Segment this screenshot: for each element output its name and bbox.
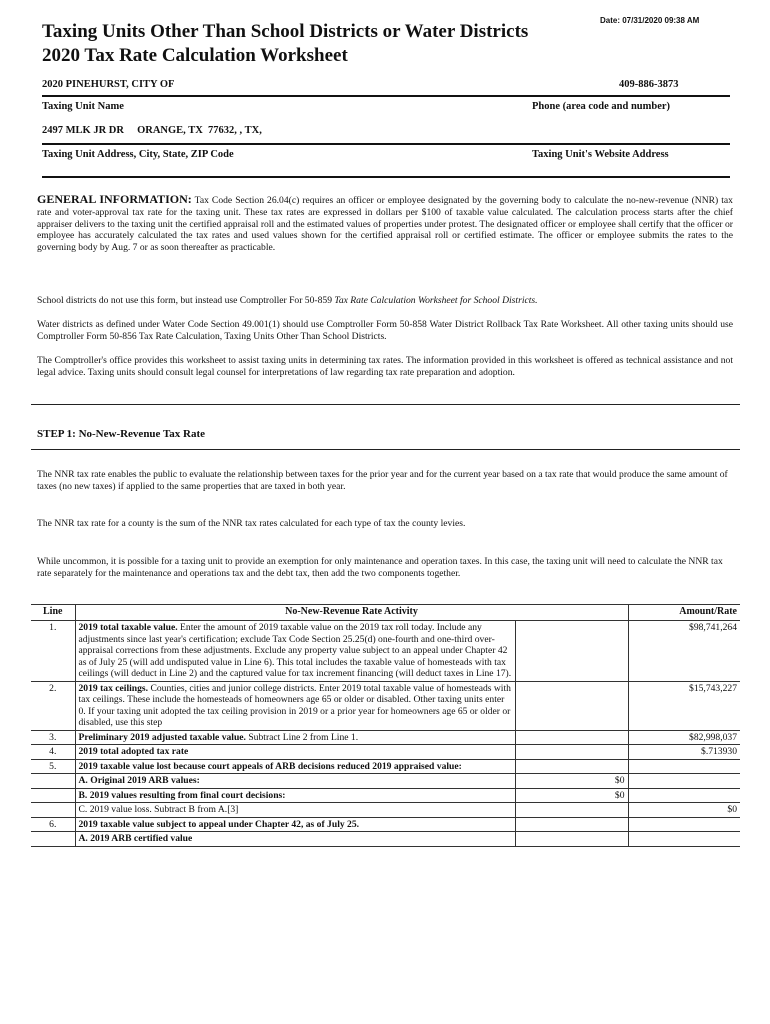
row-activity: [75, 759, 515, 774]
row-activity: [75, 817, 515, 832]
general-info-lead: GENERAL INFORMATION:: [37, 192, 192, 206]
address-label-row: [42, 149, 730, 166]
divider: [31, 404, 740, 405]
row-line-number: 1.: [31, 621, 75, 682]
table-row: [31, 681, 740, 730]
row-amount: [628, 759, 740, 774]
school-note-text: School districts do not use this form, but instead use Comptroller For 50-859: [37, 295, 335, 306]
row-activity: [75, 621, 515, 682]
title-line-1: Taxing Units Other Than School Districts or Water Districts: [42, 21, 529, 42]
row-line-number: [31, 774, 75, 789]
row-activity: [75, 730, 515, 745]
row-amount: [628, 788, 740, 803]
row-activity-title: A. Original 2019 ARB values:: [78, 775, 200, 786]
step1-paragraph-3: While uncommon, it is possible for a taxing unit to provide an exemption for only maintenance and operation taxes. In this case, the taxing unit will need to calculate the NNR tax rate separately for the maintenance and operations tax and the debt tax, then add the two components together.: [37, 556, 723, 579]
unit-name-row: [42, 79, 730, 96]
print-date: Date: 07/31/2020 09:38 AM: [600, 16, 700, 25]
row-amount: $.713930: [628, 745, 740, 760]
col-line-header: Line: [31, 605, 75, 621]
divider: [42, 176, 730, 178]
row-sub-amount: [515, 745, 628, 760]
row-activity-title: Preliminary 2019 adjusted taxable value.: [78, 731, 246, 743]
row-activity-text: C. 2019 value loss. Subtract B from A.[3]: [78, 804, 239, 815]
row-activity: [75, 803, 515, 818]
row-activity: [75, 832, 515, 847]
table-row: [31, 730, 740, 745]
general-info-paragraph: [37, 194, 733, 254]
table-header-row: [31, 605, 740, 621]
step1-paragraph-1: The NNR tax rate enables the public to evaluate the relationship between taxes for the prior year and for the current year based on a tax rate that would produce the same amount of taxes (no new taxes) if applied to the same properties that are taxed in both year.: [37, 469, 728, 492]
row-sub-amount: [515, 759, 628, 774]
row-activity-text: Subtract Line 2 from Line 1.: [245, 731, 359, 743]
divider: [31, 449, 740, 450]
step1-heading: STEP 1: No-New-Revenue Tax Rate: [37, 428, 206, 440]
title-line-2: 2020 Tax Rate Calculation Worksheet: [42, 45, 348, 66]
row-sub-amount: [515, 832, 628, 847]
row-activity-text: Enter the amount of 2019 taxable value on the 2019 tax roll today. Include any adjustments since last year's certification; exclude Tax Code Section 25.25(d) one-fourth and one-third over-appraisal corrections from these adjustments. Exclude any property value subject to an appeal under Chapter 42 as of July 25 (will add undisputed value in Line 6). This total includes the taxable value of homesteads with tax ceilings (will deduct in Line 2) and the captured value for tax increment financing (will deduct taxes in Line 17).: [78, 622, 512, 679]
row-sub-amount: [515, 681, 628, 730]
general-info-text: Tax Code Section 26.04(c) requires an officer or employee designated by the governing body to calculate the no-new-revenue (NNR) tax rate and voter-approval tax rate for the taxing unit. These tax rates are expressed in dollars per $100 of taxable value calculated. The calculation process starts after the chief appraiser delivers to the taxing unit the certified appraisal roll and the estimated values of properties under protest. The designated officer or employee shall certify that the officer or employee has accurately calculated the tax rates and used values shown for the certified appraisal roll or certified estimate. The officer or employee submits the rates to the governing body by Aug. 7 or as soon thereafter as practicable.: [37, 195, 733, 254]
phone-label: Phone (area code and number): [532, 101, 671, 112]
website-label: Taxing Unit's Website Address: [532, 149, 669, 160]
row-amount: [628, 774, 740, 789]
row-sub-amount: $0: [515, 788, 628, 803]
table-row: [31, 788, 740, 803]
row-activity-title: A. 2019 ARB certified value: [78, 833, 193, 844]
row-activity-title: 2019 total taxable value.: [78, 622, 178, 633]
divider: [42, 143, 730, 145]
row-amount: $0: [628, 803, 740, 818]
row-line-number: 2.: [31, 681, 75, 730]
row-amount: [628, 817, 740, 832]
row-activity-title: 2019 tax ceilings.: [78, 682, 149, 694]
row-amount: $98,741,264: [628, 621, 740, 682]
table-row: [31, 774, 740, 789]
divider: [42, 95, 730, 97]
row-sub-amount: [515, 817, 628, 832]
row-line-number: 3.: [31, 730, 75, 745]
water-districts-note: Water districts as defined under Water Code Section 49.001(1) should use Comptroller Form 50-858 Water District Rollback Tax Rate Worksheet. All other taxing units should use Comptroller Form 50-856 Tax Rate Calculation, Taxing Units Other Than School Districts.: [37, 319, 733, 342]
table-row: [31, 803, 740, 818]
row-line-number: 6.: [31, 817, 75, 832]
unit-name-label-row: [42, 101, 730, 118]
phone-value: 409-886-3873: [619, 79, 679, 90]
unit-name-value: 2020 PINEHURST, CITY OF: [42, 79, 175, 90]
row-line-number: 4.: [31, 745, 75, 760]
form-title: [42, 20, 528, 68]
row-sub-amount: [515, 730, 628, 745]
step1-paragraph-2: The NNR tax rate for a county is the sum of the NNR tax rates calculated for each type of tax the county levies.: [37, 518, 466, 529]
row-activity-title: 2019 taxable value lost because court appeals of ARB decisions reduced 2019 appraised value:: [78, 760, 462, 772]
table-row: [31, 745, 740, 760]
col-activity-header: No-New-Revenue Rate Activity: [75, 605, 628, 621]
row-activity-text: Counties, cities and junior college districts. Enter 2019 total taxable value of homesteads with tax ceilings. These include the homesteads of homeowners age 65 or older or disabled. Other taxing units enter 0. If your taxing unit adopted the tax ceiling provision in 2019 or a prior year for homeowners age 65 or older or disabled, use this step: [78, 682, 511, 728]
comptroller-note: The Comptroller's office provides this worksheet to assist taxing units in determining tax rates. The information provided in this worksheet is offered as technical assistance and not legal advice. Taxing units should consult legal counsel for interpretations of law regarding tax rate preparation and adoption.: [37, 355, 733, 378]
row-line-number: [31, 803, 75, 818]
row-activity: [75, 774, 515, 789]
table-row: [31, 817, 740, 832]
row-sub-amount: $0: [515, 774, 628, 789]
row-activity-title: 2019 taxable value subject to appeal under Chapter 42, as of July 25.: [78, 818, 360, 830]
row-line-number: 5.: [31, 759, 75, 774]
school-note-form-title: Tax Rate Calculation Worksheet for School Districts.: [334, 295, 538, 306]
address-label: Taxing Unit Address, City, State, ZIP Code: [42, 149, 234, 160]
school-districts-note: [37, 295, 733, 307]
row-activity: [75, 745, 515, 760]
row-activity: [75, 681, 515, 730]
address-row: [42, 125, 730, 142]
col-amount-header: Amount/Rate: [628, 605, 740, 621]
row-activity-title: 2019 total adopted tax rate: [78, 746, 189, 757]
table-row: [31, 832, 740, 847]
address-value: 2497 MLK JR DR ORANGE, TX 77632, , TX,: [42, 125, 262, 136]
row-amount: [628, 832, 740, 847]
worksheet-table: [31, 604, 740, 847]
row-sub-amount: [515, 803, 628, 818]
row-activity-title: B. 2019 values resulting from final court decisions:: [78, 789, 286, 801]
row-amount: $15,743,227: [628, 681, 740, 730]
row-sub-amount: [515, 621, 628, 682]
table-row: [31, 759, 740, 774]
row-line-number: [31, 788, 75, 803]
row-amount: $82,998,037: [628, 730, 740, 745]
row-line-number: [31, 832, 75, 847]
unit-name-label: Taxing Unit Name: [42, 101, 124, 112]
row-activity: [75, 788, 515, 803]
table-row: [31, 621, 740, 682]
